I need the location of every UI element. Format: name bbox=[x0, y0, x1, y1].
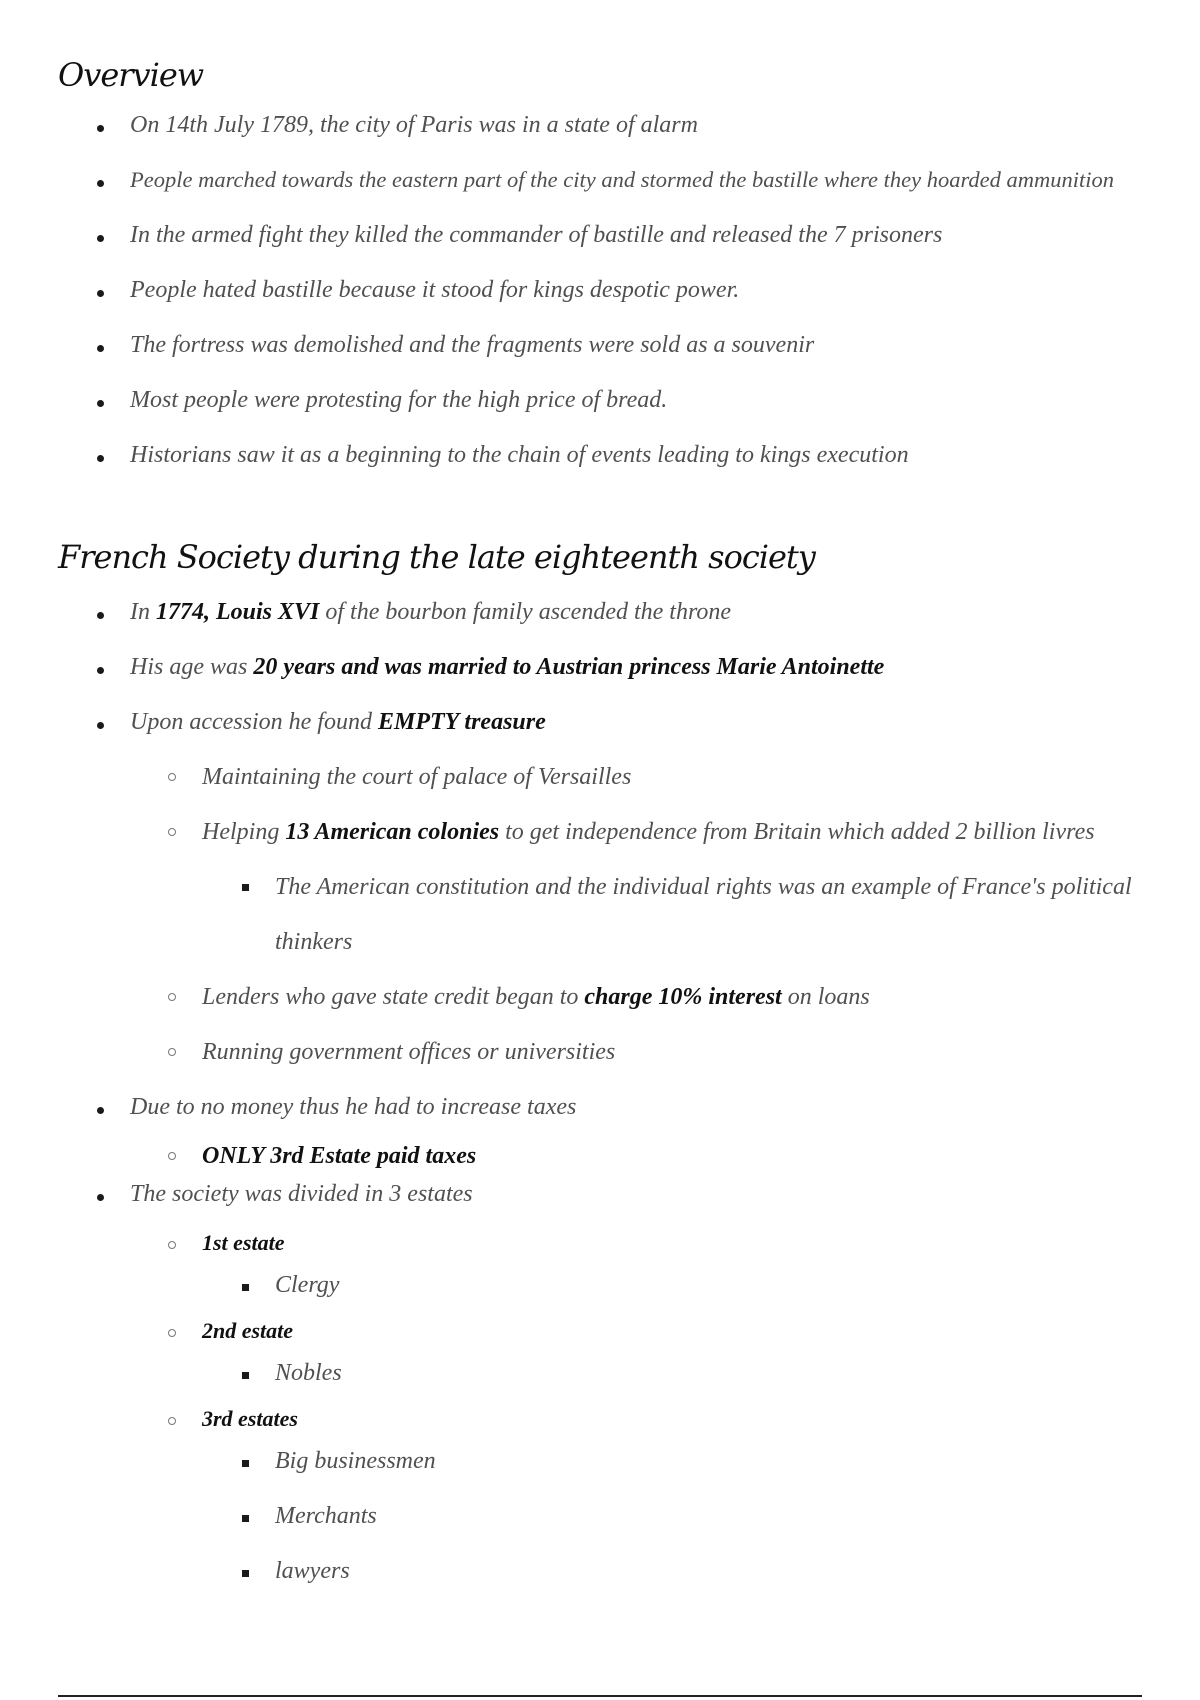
list-item-text: The fortress was demolished and the fragments were sold as a souvenir bbox=[130, 332, 815, 358]
sublist-item-text: Running government offices or universities bbox=[202, 1039, 616, 1065]
sublist-item-text: ONLY 3rd Estate paid taxes bbox=[202, 1143, 477, 1169]
bullet-icon bbox=[97, 400, 104, 407]
sub-sublist-item-text: Merchants bbox=[275, 1503, 377, 1529]
circle-bullet-icon bbox=[168, 773, 176, 781]
sub-sublist-item-text-continued: thinkers bbox=[275, 929, 353, 955]
square-bullet-icon bbox=[242, 1515, 249, 1522]
square-bullet-icon bbox=[242, 1284, 249, 1291]
bullet-icon bbox=[97, 180, 104, 187]
sub-sublist-item-text: The American constitution and the individual rights was an example of France's political bbox=[275, 874, 1132, 900]
square-bullet-icon bbox=[242, 884, 249, 891]
french-society-heading: French Society during the late eighteenth society bbox=[58, 538, 815, 576]
list-item-text: In 1774, Louis XVI of the bourbon family ascended the throne bbox=[130, 599, 732, 625]
square-bullet-icon bbox=[242, 1460, 249, 1467]
estate-label: 2nd estate bbox=[202, 1318, 294, 1343]
bullet-icon bbox=[97, 235, 104, 242]
sub-sublist-item-text: Big businessmen bbox=[275, 1448, 436, 1474]
list-item-text: The society was divided in 3 estates bbox=[130, 1181, 473, 1207]
list-item-text: His age was 20 years and was married to Austrian princess Marie Antoinette bbox=[130, 654, 885, 680]
circle-bullet-icon bbox=[168, 993, 176, 1001]
circle-bullet-icon bbox=[168, 828, 176, 836]
overview-heading: Overview bbox=[58, 56, 204, 94]
sub-sublist-item-text: Nobles bbox=[275, 1360, 342, 1386]
list-item-text: Most people were protesting for the high price of bread. bbox=[130, 387, 668, 413]
circle-bullet-icon bbox=[168, 1329, 176, 1337]
square-bullet-icon bbox=[242, 1372, 249, 1379]
list-item-text: In the armed fight they killed the commander of bastille and released the 7 prisoners bbox=[130, 222, 943, 248]
circle-bullet-icon bbox=[168, 1048, 176, 1056]
list-item-text: People marched towards the eastern part of the city and stormed the bastille where they hoarded ammunition bbox=[130, 167, 1115, 192]
bullet-icon bbox=[97, 345, 104, 352]
bullet-icon bbox=[97, 125, 104, 132]
sublist-item-text: Helping 13 American colonies to get independence from Britain which added 2 billion livres bbox=[202, 819, 1095, 845]
sublist-item-text: Maintaining the court of palace of Versailles bbox=[202, 764, 632, 790]
bullet-icon bbox=[97, 1107, 104, 1114]
square-bullet-icon bbox=[242, 1570, 249, 1577]
list-item-text: People hated bastille because it stood for kings despotic power. bbox=[130, 277, 740, 303]
estate-label: 3rd estates bbox=[202, 1406, 298, 1431]
page-divider bbox=[58, 1695, 1142, 1697]
bullet-icon bbox=[97, 290, 104, 297]
list-item-text: Upon accession he found EMPTY treasure bbox=[130, 709, 546, 735]
circle-bullet-icon bbox=[168, 1152, 176, 1160]
list-item-text: Historians saw it as a beginning to the chain of events leading to kings execution bbox=[130, 442, 909, 468]
sub-sublist-item-text: lawyers bbox=[275, 1558, 350, 1584]
estate-label: 1st estate bbox=[202, 1230, 285, 1255]
sublist-item-text: Lenders who gave state credit began to charge 10% interest on loans bbox=[202, 984, 870, 1010]
circle-bullet-icon bbox=[168, 1417, 176, 1425]
sub-sublist-item-text: Clergy bbox=[275, 1272, 340, 1298]
bullet-icon bbox=[97, 612, 104, 619]
circle-bullet-icon bbox=[168, 1241, 176, 1249]
bullet-icon bbox=[97, 667, 104, 674]
bullet-icon bbox=[97, 455, 104, 462]
bullet-icon bbox=[97, 722, 104, 729]
list-item-text: On 14th July 1789, the city of Paris was in a state of alarm bbox=[130, 112, 698, 138]
bullet-icon bbox=[97, 1194, 104, 1201]
list-item-text: Due to no money thus he had to increase taxes bbox=[130, 1094, 577, 1120]
